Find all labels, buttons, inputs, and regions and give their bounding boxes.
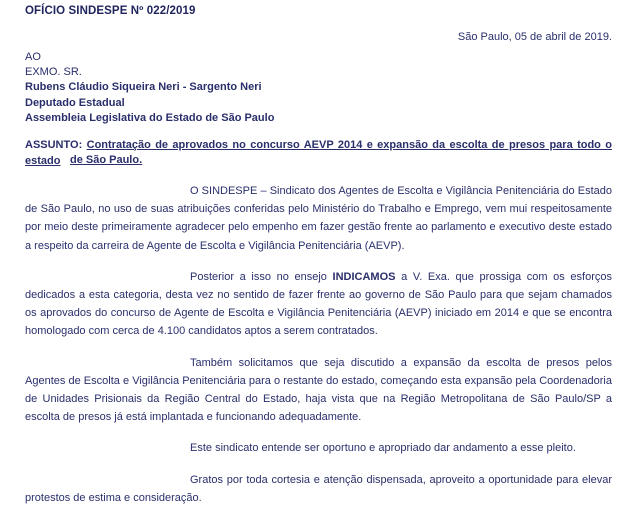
paragraph-2: Posterior a isso no ensejo INDICAMOS a V. Exa. que prossiga com os esforços dedicados a esta categoria, desta vez no sentido de fazer frente ao governo de São Paulo para que sejam chamados os aprovados do concurso de Agente de Escolta e Vigilância Penitenciária (AEVP) iniciado em 2014 e que se encontra homologado com cerca de 4.100 candidatos aptos a serem contratados. xyxy=(25,270,612,338)
subject-text-line-1: Contratação de aprovados no concurso AEVP 2014 e expansão da escolta de presos para todo o estado xyxy=(25,139,612,167)
date-line: São Paulo, 05 de abril de 2019. xyxy=(457,31,612,43)
subject-label: ASSUNTO: xyxy=(25,139,83,151)
emphasis-text: INDICAMOS xyxy=(332,270,396,283)
paragraph-3: Também solicitamos que seja discutido a expansão da escolta de presos pelos Agentes de Escolta e Vigilância Penitenciária para o restante do estado, começando esta expansão pela Coordenadoria de Unidades Prisionais da Região Central do Estado, haja vista que na Região Metropolitana de São Paulo/SP a escolta de presos já está implantada e funcionando adequadamente. xyxy=(25,356,612,424)
addressee-line-ao: AO xyxy=(25,51,41,63)
body-text xyxy=(25,182,612,507)
addressee-line-exmo: EXMO. SR. xyxy=(25,66,82,79)
paragraph-1: O SINDESPE – Sindicato dos Agentes de Escolta e Vigilância Penitenciária do Estado de São Paulo, no uso de suas atribuições conferidas pelo Ministério do Trabalho e Emprego, vem mui respeitosamente por meio deste primeiramente agradecer pelo empenho em fazer gestão frente ao parlamento e executivo deste estado a respeito da carreira de Agente de Escolta e Vigilância Penitenciária (AEVP). xyxy=(25,185,612,252)
addressee-block xyxy=(25,50,274,126)
paragraph-4: Este sindicato entende ser oportuno e apropriado dar andamento a esse pleito. xyxy=(190,442,576,455)
document-title: OFÍCIO SINDESPE Nº 022/2019 xyxy=(25,5,196,17)
subject-text-line-2: de São Paulo. xyxy=(70,154,143,166)
addressee-line-role: Deputado Estadual xyxy=(25,96,125,109)
paragraph-5: Gratos por toda cortesia e atenção dispensada, aproveito a oportunidade para elevar protestos de estima e consideração. xyxy=(25,473,612,504)
addressee-line-institution: Assembleia Legislativa do Estado de São Paulo xyxy=(25,111,275,124)
addressee-line-name: Rubens Cláudio Siqueira Neri - Sargento Neri xyxy=(25,81,262,94)
